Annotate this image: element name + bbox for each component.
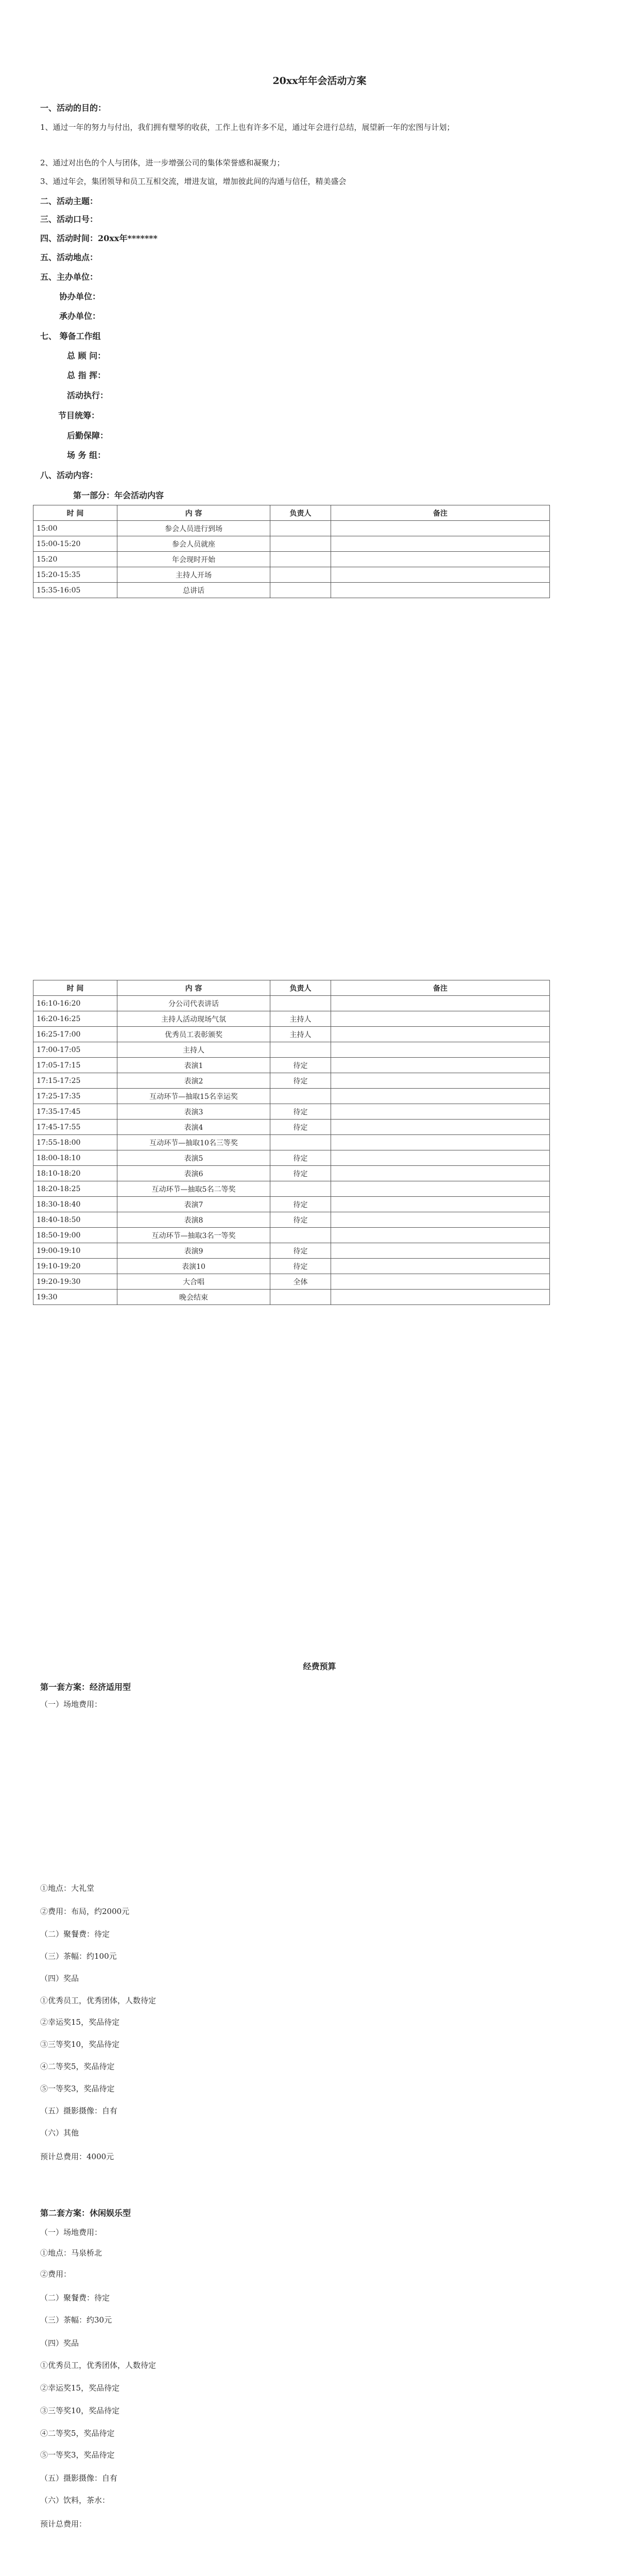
cell-content: 大合唱 [117, 1274, 270, 1290]
cell-content: 表演3 [117, 1104, 270, 1120]
cell-time: 16:25-17:00 [33, 1027, 117, 1042]
s3-slogan: 三、活动口号： [40, 214, 98, 224]
cell-time: 18:30-18:40 [33, 1197, 117, 1212]
cell-content: 表演2 [117, 1073, 270, 1089]
cell-content: 年会现时开始 [117, 552, 270, 567]
budget-line: （二）聚餐费：待定 [40, 1929, 110, 1939]
table-row [33, 1011, 550, 1027]
cell-owner [270, 1181, 331, 1197]
cell-content: 表演7 [117, 1197, 270, 1212]
col-time: 时 间 [33, 505, 117, 521]
cell-content: 主持人开场 [117, 567, 270, 583]
col-owner: 负责人 [270, 980, 331, 996]
table-row [33, 1058, 550, 1073]
plan1-heading: 第一套方案：经济适用型 [40, 1682, 131, 1692]
cell-notes [331, 1073, 550, 1089]
s4-time: 四、活动时间：20xx年******* [40, 233, 158, 243]
cell-time: 19:20-19:30 [33, 1274, 117, 1290]
table-row [33, 521, 550, 536]
col-content: 内 容 [117, 980, 270, 996]
cell-notes [331, 1243, 550, 1259]
cell-owner: 待定 [270, 1212, 331, 1228]
table-row [33, 1274, 550, 1290]
budget-line: ②幸运奖15，奖品待定 [40, 2018, 120, 2027]
table-row [33, 552, 550, 567]
table-row [33, 1212, 550, 1228]
table-row [33, 1166, 550, 1181]
schedule-table-2 [33, 980, 550, 1305]
cell-content: 互动环节—抽取3名一等奖 [117, 1228, 270, 1243]
budget-line: ①优秀员工，优秀团体，人数待定 [40, 2361, 157, 2370]
cell-time: 15:00-15:20 [33, 536, 117, 552]
cell-notes [331, 1089, 550, 1104]
s1-heading: 一、活动的目的： [40, 103, 107, 113]
budget-line: ③三等奖10，奖品待定 [40, 2040, 120, 2049]
table-row [33, 583, 550, 598]
budget-line: （三）茶幅：约30元 [40, 2315, 112, 2325]
s1-item-1: 1、通过一年的努力与付出，我们拥有璧琴的收获，工作上也有许多不足，通过年会进行总结，展望新一年的宏图与计划； [40, 123, 455, 132]
budget-line: ①地点：马泉桥北 [40, 2248, 102, 2258]
s7-heading: 七、 筹备工作组 [40, 331, 101, 341]
cell-owner: 主持人 [270, 1027, 331, 1042]
cell-time: 18:00-18:10 [33, 1150, 117, 1166]
doc-title: 20xx年年会活动方案 [272, 75, 367, 87]
cell-owner [270, 521, 331, 536]
s7-advisor: 总 顾 问： [67, 351, 106, 361]
cell-notes [331, 1228, 550, 1243]
cell-time: 18:20-18:25 [33, 1181, 117, 1197]
cell-content: 总讲话 [117, 583, 270, 598]
cell-time: 17:05-17:15 [33, 1058, 117, 1073]
budget-line: ④二等奖5，奖品待定 [40, 2062, 115, 2071]
cell-content: 表演6 [117, 1166, 270, 1181]
s7-field: 场 务 组： [67, 450, 106, 460]
cell-owner [270, 1042, 331, 1058]
table-row [33, 1259, 550, 1274]
s8-heading: 八、活动内容： [40, 470, 98, 480]
cell-time: 17:55-18:00 [33, 1135, 117, 1150]
table-row [33, 567, 550, 583]
cell-notes [331, 1197, 550, 1212]
s7-director: 总 指 挥： [67, 370, 106, 380]
s7-logistics: 后勤保障： [67, 431, 109, 440]
cell-owner [270, 1135, 331, 1150]
cell-notes [331, 1104, 550, 1120]
cell-time: 18:50-19:00 [33, 1228, 117, 1243]
budget-line: （三）茶幅：约100元 [40, 1952, 117, 1961]
col-owner: 负责人 [270, 505, 331, 521]
budget-line: （五）摄影摄像：自有 [40, 2473, 118, 2483]
cell-content: 晚会结束 [117, 1290, 270, 1305]
table-row [33, 1104, 550, 1120]
cell-notes [331, 1212, 550, 1228]
cell-time: 17:15-17:25 [33, 1073, 117, 1089]
cell-time: 18:40-18:50 [33, 1212, 117, 1228]
table-row [33, 1290, 550, 1305]
cell-notes [331, 996, 550, 1011]
col-content: 内 容 [117, 505, 270, 521]
cell-owner [270, 536, 331, 552]
cell-owner: 主持人 [270, 1011, 331, 1027]
budget-line: ②费用：布局，约2000元 [40, 1907, 130, 1916]
budget-line: ⑤一等奖3，奖品待定 [40, 2450, 115, 2460]
cell-owner: 待定 [270, 1104, 331, 1120]
cell-content: 互动环节—抽取15名幸运奖 [117, 1089, 270, 1104]
cell-notes [331, 1135, 550, 1150]
cell-time: 17:35-17:45 [33, 1104, 117, 1120]
budget-line: （一）场地费用： [40, 2228, 102, 2237]
cell-owner [270, 552, 331, 567]
budget-line: （四）奖品 [40, 1974, 79, 1983]
cell-owner [270, 1089, 331, 1104]
cell-owner: 待定 [270, 1073, 331, 1089]
budget-line: 预计总费用：4000元 [40, 2152, 114, 2161]
cell-content: 表演10 [117, 1259, 270, 1274]
budget-line: ③三等奖10，奖品待定 [40, 2406, 120, 2415]
table-row [33, 1073, 550, 1089]
cell-time: 18:10-18:20 [33, 1166, 117, 1181]
cell-owner: 待定 [270, 1150, 331, 1166]
table-row [33, 1089, 550, 1104]
cell-time: 19:10-19:20 [33, 1259, 117, 1274]
cell-content: 表演8 [117, 1212, 270, 1228]
s7-exec: 活动执行： [67, 391, 109, 400]
cell-notes [331, 1011, 550, 1027]
table-row [33, 1228, 550, 1243]
cell-time: 17:00-17:05 [33, 1042, 117, 1058]
cell-owner: 待定 [270, 1197, 331, 1212]
cell-notes [331, 583, 550, 598]
cell-owner [270, 996, 331, 1011]
cell-notes [331, 567, 550, 583]
cell-notes [331, 1058, 550, 1073]
cell-notes [331, 1274, 550, 1290]
schedule-table-1 [33, 505, 550, 598]
budget-line: （二）聚餐费：待定 [40, 2293, 110, 2302]
cell-content: 主持人 [117, 1042, 270, 1058]
cell-owner: 待定 [270, 1120, 331, 1135]
s5-place: 五、活动地点： [40, 252, 98, 262]
cell-notes [331, 1027, 550, 1042]
s6-co-host: 协办单位： [59, 292, 101, 301]
cell-content: 参会人员就座 [117, 536, 270, 552]
budget-line: 预计总费用： [40, 2519, 87, 2529]
s1-item-3: 3、通过年会，集团领导和员工互相交流，增进友谊，增加彼此间的沟通与信任，精美盛会 [40, 177, 347, 186]
budget-title: 经费预算 [303, 1662, 336, 1671]
col-notes: 备注 [331, 505, 550, 521]
part1-heading: 第一部分：年会活动内容 [73, 490, 164, 500]
cell-time: 19:00-19:10 [33, 1243, 117, 1259]
budget-line: （一）场地费用： [40, 1700, 102, 1709]
cell-content: 表演5 [117, 1150, 270, 1166]
cell-content: 表演1 [117, 1058, 270, 1073]
s7-program: 节目统筹： [58, 411, 100, 420]
cell-content: 优秀员工表彰颁奖 [117, 1027, 270, 1042]
cell-owner [270, 567, 331, 583]
cell-owner: 全体 [270, 1274, 331, 1290]
budget-line: ②幸运奖15，奖品待定 [40, 2383, 120, 2393]
cell-content: 互动环节—抽取10名三等奖 [117, 1135, 270, 1150]
cell-notes [331, 1042, 550, 1058]
budget-line: （四）奖品 [40, 2338, 79, 2348]
cell-content: 互动环节—抽取5名二等奖 [117, 1181, 270, 1197]
cell-time: 15:20 [33, 552, 117, 567]
cell-content: 主持人活动现场气氛 [117, 1011, 270, 1027]
table-row [33, 536, 550, 552]
budget-line: （六）其他 [40, 2128, 79, 2138]
s1-item-2: 2、通过对出色的个人与团体，进一步增强公司的集体荣誉感和凝聚力； [40, 158, 285, 167]
table-row [33, 1135, 550, 1150]
cell-notes [331, 521, 550, 536]
table-row [33, 1120, 550, 1135]
s2-theme: 二、活动主题： [40, 196, 98, 206]
table-row [33, 1150, 550, 1166]
table-row [33, 1181, 550, 1197]
cell-time: 17:25-17:35 [33, 1089, 117, 1104]
budget-line: ⑤一等奖3，奖品待定 [40, 2084, 115, 2093]
table-row [33, 996, 550, 1011]
cell-owner: 待定 [270, 1259, 331, 1274]
cell-content: 表演4 [117, 1120, 270, 1135]
cell-notes [331, 1290, 550, 1305]
table-row [33, 1027, 550, 1042]
cell-notes [331, 1150, 550, 1166]
s6-organizer: 承办单位： [59, 311, 101, 321]
budget-line: ①优秀员工，优秀团体，人数待定 [40, 1996, 157, 2005]
cell-notes [331, 536, 550, 552]
cell-owner [270, 1290, 331, 1305]
cell-owner: 待定 [270, 1058, 331, 1073]
cell-time: 15:35-16:05 [33, 583, 117, 598]
budget-line: ①地点：大礼堂 [40, 1884, 95, 1893]
plan2-heading: 第二套方案：休闲娱乐型 [40, 2208, 131, 2218]
budget-line: （六）饮料，茶水： [40, 2496, 110, 2505]
cell-time: 15:20-15:35 [33, 567, 117, 583]
budget-line: ②费用： [40, 2269, 72, 2279]
table-row [33, 1197, 550, 1212]
cell-owner [270, 583, 331, 598]
cell-owner [270, 1228, 331, 1243]
cell-owner: 待定 [270, 1243, 331, 1259]
budget-line: ④二等奖5，奖品待定 [40, 2429, 115, 2438]
cell-time: 19:30 [33, 1290, 117, 1305]
cell-content: 参会人员进行到场 [117, 521, 270, 536]
cell-owner: 待定 [270, 1166, 331, 1181]
cell-notes [331, 552, 550, 567]
budget-line: （五）摄影摄像：自有 [40, 2106, 118, 2115]
cell-notes [331, 1166, 550, 1181]
cell-time: 16:10-16:20 [33, 996, 117, 1011]
table-row [33, 1042, 550, 1058]
col-notes: 备注 [331, 980, 550, 996]
s6-host: 五、主办单位： [40, 272, 98, 282]
col-time: 时 间 [33, 980, 117, 996]
cell-content: 表演9 [117, 1243, 270, 1259]
cell-notes [331, 1181, 550, 1197]
cell-time: 15:00 [33, 521, 117, 536]
table-row [33, 1243, 550, 1259]
cell-time: 17:45-17:55 [33, 1120, 117, 1135]
cell-notes [331, 1259, 550, 1274]
cell-notes [331, 1120, 550, 1135]
cell-time: 16:20-16:25 [33, 1011, 117, 1027]
cell-content: 分公司代表讲话 [117, 996, 270, 1011]
